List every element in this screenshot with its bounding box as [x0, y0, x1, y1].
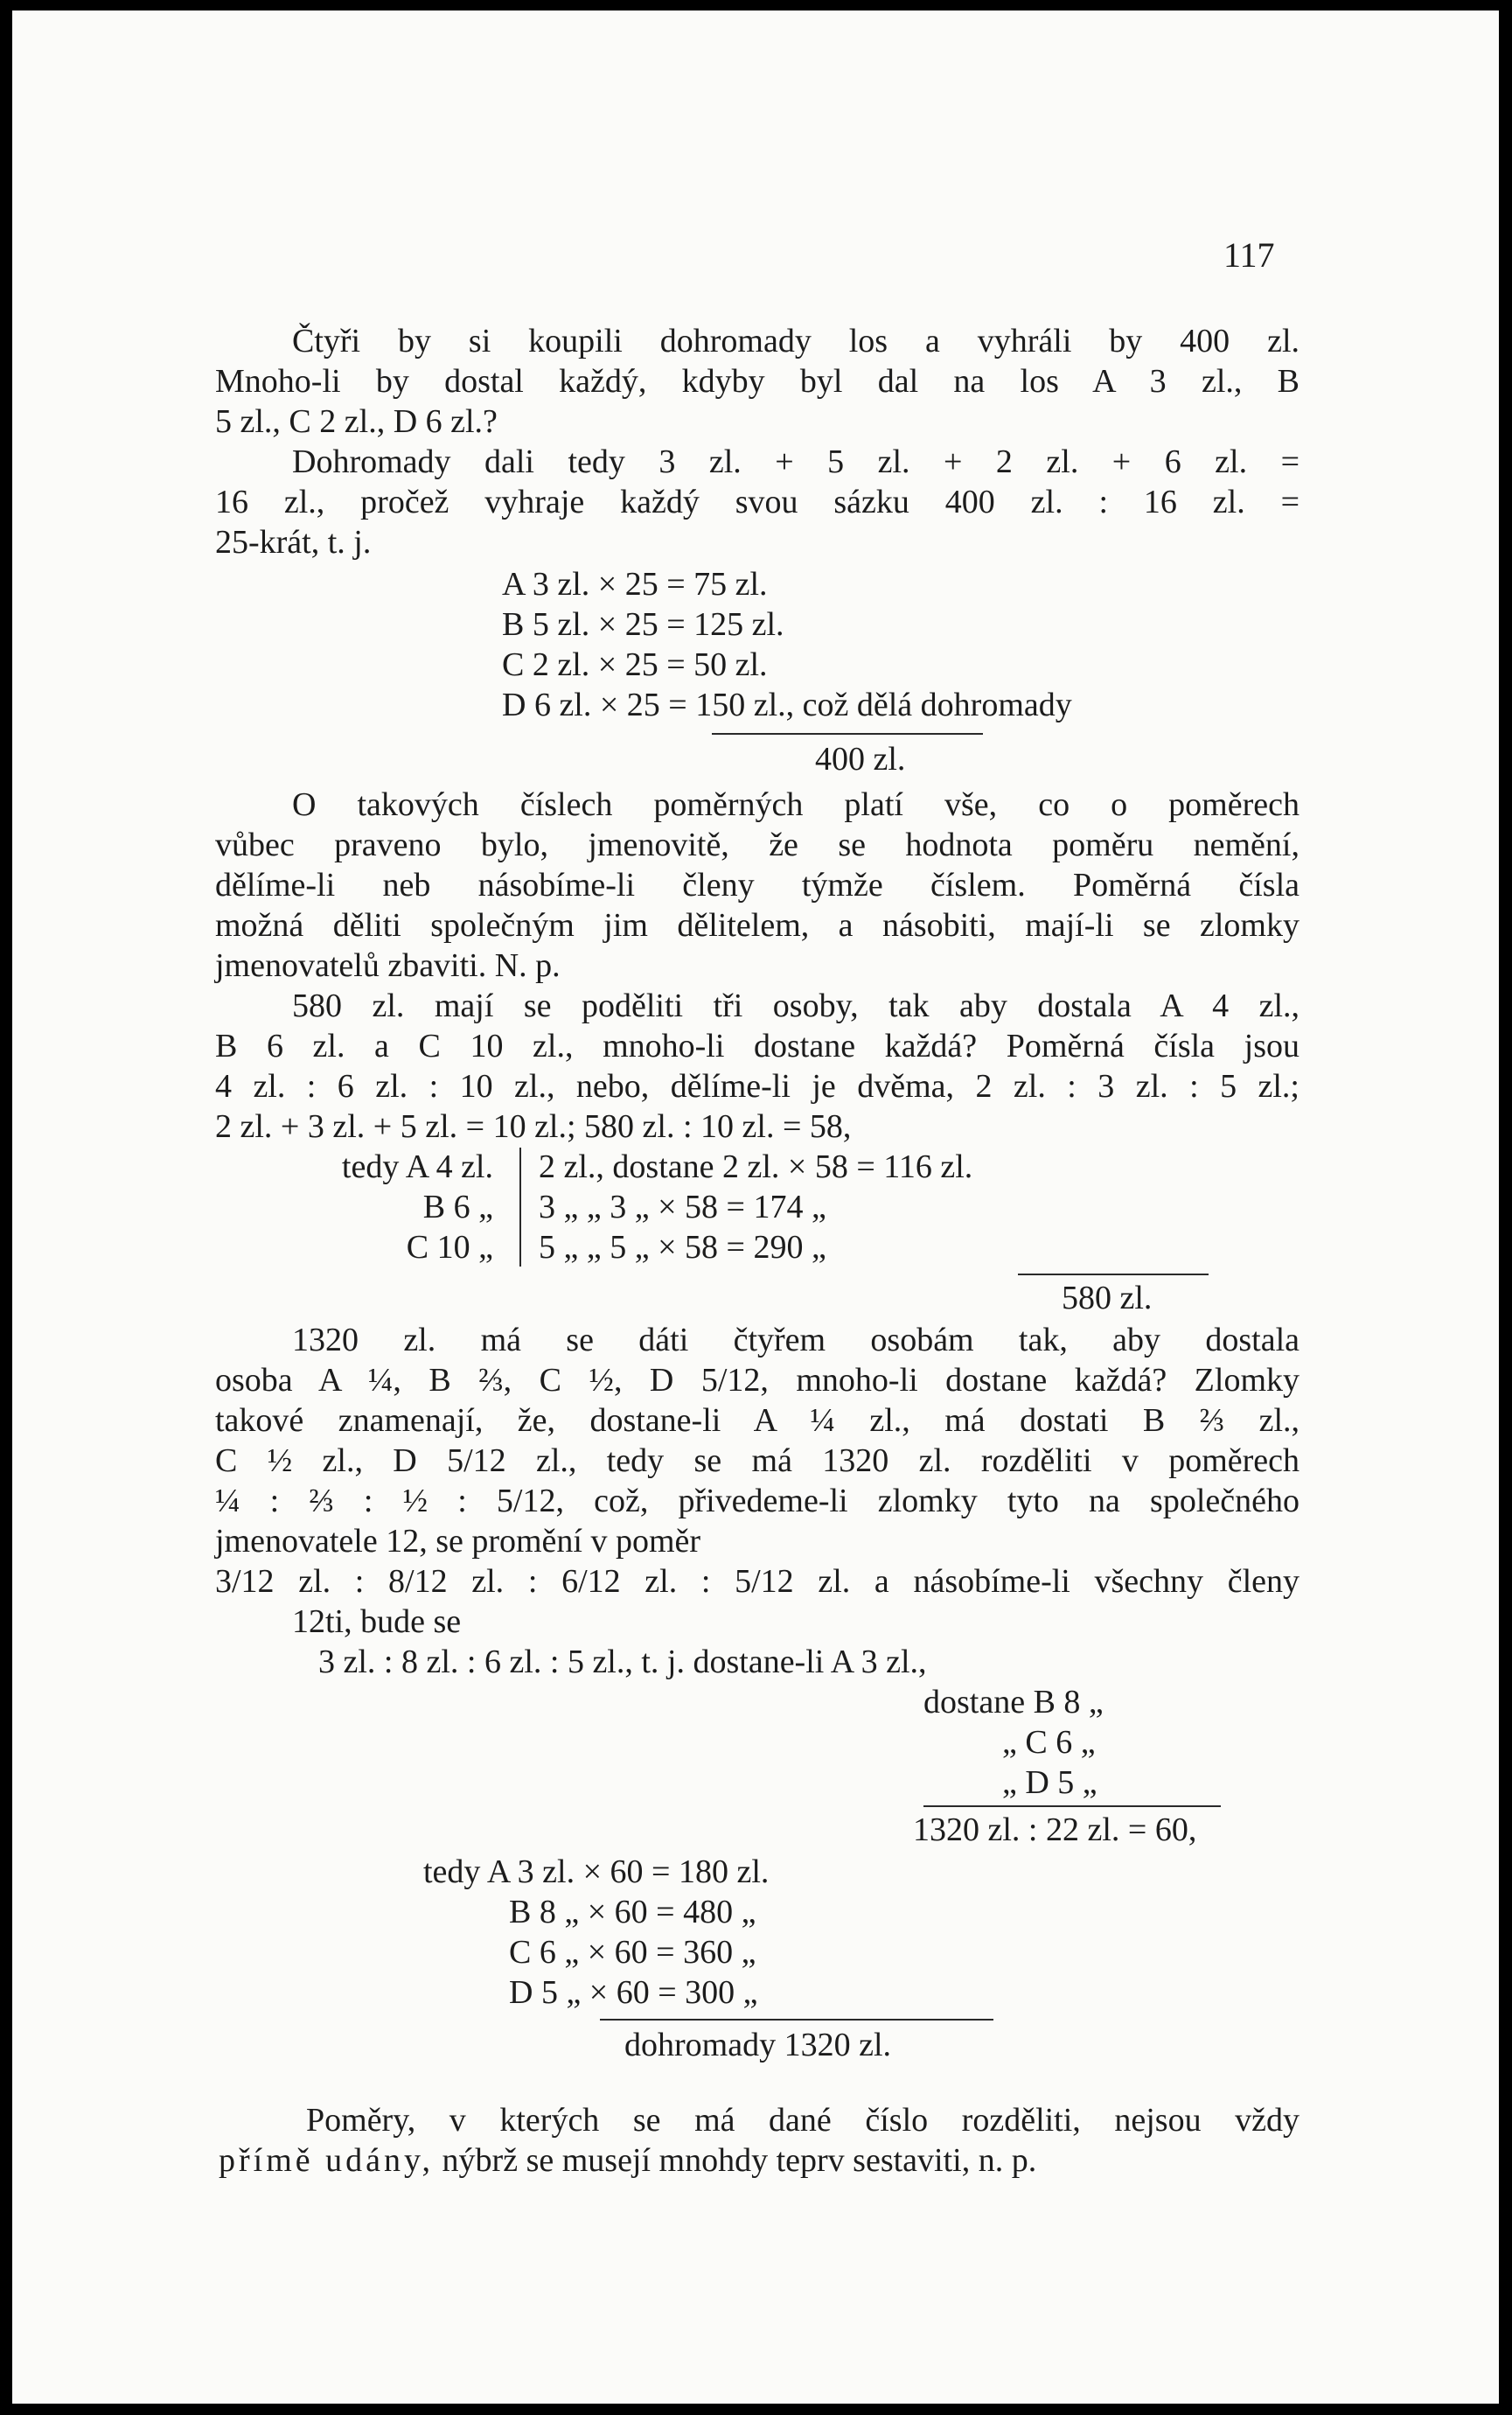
- paragraph-line: 580 zl. mají se poděliti tři osoby, tak aby dostala A 4 zl.,: [292, 988, 1299, 1024]
- ratio-line: „ D 5 „: [1002, 1764, 1097, 1801]
- paragraph-text: nýbrž se musejí mnohdy teprv sestaviti, n. p.: [442, 2142, 1037, 2179]
- emphasized-text: přímě udány,: [219, 2142, 435, 2179]
- share-row: C 6 „ × 60 = 360 „: [509, 1934, 756, 1971]
- sum-rule: [923, 1805, 1221, 1807]
- paragraph-line: takové znamenají, že, dostane-li A ¼ zl., má dostati B ⅔ zl.,: [215, 1402, 1299, 1439]
- paragraph-line: [219, 2141, 1036, 2180]
- share-label: tedy A 4 zl.: [341, 1148, 493, 1185]
- paragraph-line: 12ti, bude se: [292, 1603, 462, 1640]
- sum-rule: [1018, 1274, 1209, 1275]
- share-total: 580 zl.: [1062, 1280, 1153, 1316]
- share-row: D 5 „ × 60 = 300 „: [509, 1974, 758, 2011]
- ratio-line: 3 zl. : 8 zl. : 6 zl. : 5 zl., t. j. dostane-li A 3 zl.,: [318, 1644, 927, 1680]
- sum-rule: [600, 2019, 993, 2021]
- share-calc: 2 zl., dostane 2 zl. × 58 = 116 zl.: [539, 1148, 973, 1185]
- column-divider: [519, 1148, 521, 1267]
- paragraph-line: 3/12 zl. : 8/12 zl. : 6/12 zl. : 5/12 zl. a násobíme-li všechny členy: [215, 1563, 1299, 1600]
- paragraph-line: Dohromady dali tedy 3 zl. + 5 zl. + 2 zl. + 6 zl. =: [292, 443, 1299, 480]
- ratio-line: „ C 6 „: [1002, 1724, 1096, 1761]
- calc-row: B 5 zl. × 25 = 125 zl.: [502, 606, 784, 643]
- calc-row: D 6 zl. × 25 = 150 zl., což dělá dohromady: [502, 687, 1072, 723]
- paragraph-line: vůbec praveno bylo, jmenovitě, že se hodnota poměru nemění,: [215, 827, 1299, 863]
- paragraph-line: 2 zl. + 3 zl. + 5 zl. = 10 zl.; 580 zl. : 10 zl. = 58,: [215, 1108, 852, 1145]
- paragraph-line: Mnoho-li by dostal každý, kdyby byl dal na los A 3 zl., B: [215, 363, 1299, 400]
- paragraph-line: možná děliti společným jim dělitelem, a násobiti, mají-li se zlomky: [215, 907, 1299, 944]
- paragraph-line: Poměry, v kterých se má dané číslo rozděliti, nejsou vždy: [306, 2102, 1299, 2139]
- paragraph-line: ¼ : ⅔ : ½ : 5/12, což, přivedeme-li zlomky tyto na společného: [215, 1483, 1299, 1519]
- paragraph-line: jmenovatele 12, se promění v poměr: [215, 1523, 701, 1560]
- paragraph-line: 1320 zl. má se dáti čtyřem osobám tak, aby dostala: [292, 1322, 1299, 1358]
- paragraph-line: O takových číslech poměrných platí vše, co o poměrech: [292, 786, 1299, 823]
- paragraph-line: B 6 zl. a C 10 zl., mnoho-li dostane každá? Poměrná čísla jsou: [215, 1028, 1299, 1064]
- book-page: [12, 10, 1499, 2404]
- paragraph-line: 16 zl., pročež vyhraje každý svou sázku 400 zl. : 16 zl. =: [215, 484, 1299, 520]
- share-total: dohromady 1320 zl.: [624, 2027, 892, 2063]
- ratio-sum: 1320 zl. : 22 zl. = 60,: [913, 1811, 1197, 1848]
- share-row: B 8 „ × 60 = 480 „: [509, 1894, 756, 1930]
- paragraph-line: 25-krát, t. j.: [215, 524, 372, 561]
- paragraph-line: C ½ zl., D 5/12 zl., tedy se má 1320 zl. rozděliti v poměrech: [215, 1442, 1299, 1479]
- share-row: tedy A 3 zl. × 60 = 180 zl.: [423, 1853, 770, 1890]
- calc-total: 400 zl.: [815, 741, 906, 778]
- paragraph-line: 5 zl., C 2 zl., D 6 zl.?: [215, 403, 498, 440]
- share-calc: 3 „ „ 3 „ × 58 = 174 „: [539, 1189, 826, 1225]
- page-number: 117: [1223, 235, 1275, 275]
- ratio-line: dostane B 8 „: [923, 1684, 1104, 1721]
- share-label: B 6 „: [422, 1189, 493, 1225]
- share-calc: 5 „ „ 5 „ × 58 = 290 „: [539, 1229, 826, 1266]
- share-label: C 10 „: [406, 1229, 493, 1266]
- paragraph-line: dělíme-li neb násobíme-li členy týmže číslem. Poměrná čísla: [215, 867, 1299, 904]
- sum-rule: [712, 733, 983, 735]
- paragraph-line: 4 zl. : 6 zl. : 10 zl., nebo, dělíme-li je dvěma, 2 zl. : 3 zl. : 5 zl.;: [215, 1068, 1299, 1105]
- paragraph-line: osoba A ¼, B ⅔, C ½, D 5/12, mnoho-li dostane každá? Zlomky: [215, 1362, 1299, 1399]
- paragraph-line: jmenovatelů zbaviti. N. p.: [215, 947, 561, 984]
- paragraph-line: Čtyři by si koupili dohromady los a vyhráli by 400 zl.: [292, 323, 1299, 359]
- calc-row: C 2 zl. × 25 = 50 zl.: [502, 646, 768, 683]
- calc-row: A 3 zl. × 25 = 75 zl.: [502, 566, 768, 603]
